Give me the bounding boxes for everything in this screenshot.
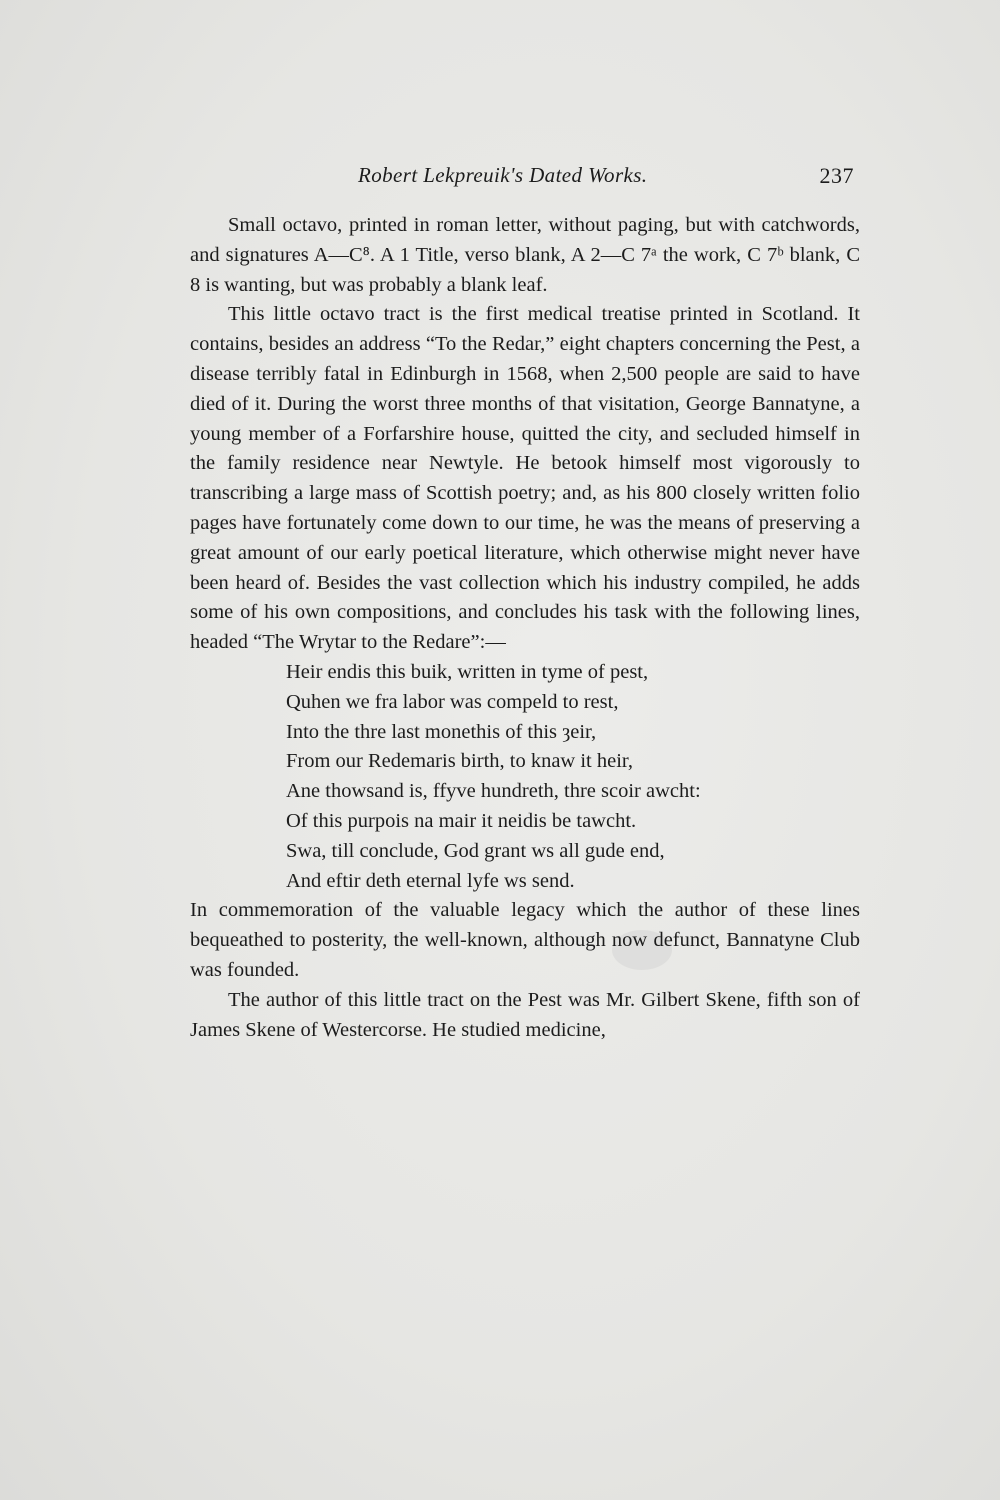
verse-line: And eftir deth eternal lyfe ws send. [286,869,575,892]
running-title: Robert Lekpreuik's Dated Works. [358,163,648,187]
verse-block [286,658,860,896]
verse-line: Of this purpois na mair it neidis be tawcht. [286,809,637,832]
verse-line: Ane thowsand is, ffyve hundreth, thre scoir awcht: [286,780,701,803]
verse-line: Into the thre last monethis of this ȝeir, [286,720,597,743]
running-head [190,163,854,195]
verse-line: Heir endis this buik, written in tyme of pest, [286,660,649,683]
paragraph-tract-description: This little octavo tract is the first medical treatise printed in Scotland. It contains, besides an address “To the Redar,” eight chapters concerning the Pest, a disease terribly fatal in Edinburgh in 1568, when 2,500 people are said to have died of it. During the worst three months of that visitation, George Bannatyne, a young member of a Forfarshire house, quitted the city, and secluded himself in the family residence near Newtyle. He betook himself most vigorously to transcribing a large mass of Scottish poetry; and, as his 800 closely written folio pages have fortunately come down to our time, he was the means of preserving a great amount of our early poetical literature, which otherwise might never have been heard of. Besides the vast collection which his industry compiled, he adds some of his own compositions, and concludes his task with the following lines, headed “The Wrytar to the Redare”:— [190,303,860,654]
page-number: 237 [819,163,854,188]
verse-line: Swa, till conclude, God grant ws all gude end, [286,839,665,862]
paragraph-collation: Small octavo, printed in roman letter, without paging, but with catchwords, and signatures A—C⁸. A 1 Title, verso blank, A 2—C 7ᵃ the work, C 7ᵇ blank, C 8 is wanting, but was probably a blank leaf. [190,214,860,296]
verse-line: Quhen we fra labor was compeld to rest, [286,690,619,713]
paragraph-author: The author of this little tract on the Pest was Mr. Gilbert Skene, fifth son of James Skene of Westercorse. He studied medicine, [190,988,860,1041]
body-text [190,211,860,1045]
paragraph-commemoration: In commemoration of the valuable legacy which the author of these lines bequeathed to posterity, the well-known, although now defunct, Bannatyne Club was founded. [190,899,860,981]
verse-line: From our Redemaris birth, to knaw it heir, [286,750,634,773]
